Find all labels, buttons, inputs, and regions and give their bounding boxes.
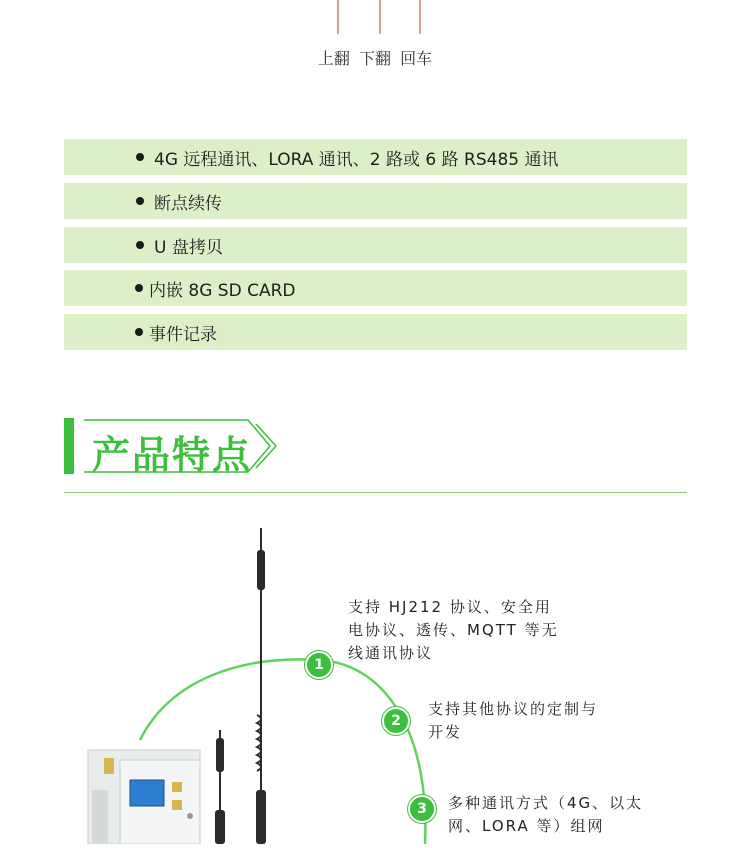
callout-1 — [348, 596, 559, 665]
feature-text: 4G 远程通讯、LORA 通讯、2 路或 6 路 RS485 通讯 — [154, 149, 559, 170]
section-title: 产品特点 — [92, 433, 253, 477]
callout-1-line-2: 电协议、透传、MQTT 等无 — [348, 621, 559, 639]
key-labels — [0, 46, 750, 69]
bullet-icon — [136, 153, 144, 161]
bullet-icon — [135, 328, 143, 336]
callout-1-line-1: 支持 HJ212 协议、安全用 — [348, 598, 552, 616]
callout-2-line-1: 支持其他协议的定制与 — [428, 700, 599, 718]
badge-1: 1 — [305, 651, 333, 679]
badge-2: 2 — [382, 707, 410, 735]
feature-item — [64, 227, 687, 263]
key-label-down: 下翻 — [358, 49, 391, 68]
badge-3: 3 — [408, 795, 436, 823]
feature-text: 内嵌 8G SD CARD — [149, 280, 296, 301]
product-illustration — [0, 510, 750, 844]
title-accent-bar — [64, 418, 74, 474]
key-label-up: 上翻 — [317, 49, 350, 68]
feature-text: 事件记录 — [149, 324, 217, 345]
section-divider — [64, 492, 687, 493]
bullet-icon — [136, 197, 144, 205]
feature-item — [64, 314, 687, 350]
callout-2 — [428, 698, 598, 744]
section-title-block — [64, 418, 284, 476]
bullet-icon — [136, 241, 144, 249]
key-indicator-lines — [0, 0, 750, 40]
callout-3-line-2: 网、LORA 等）组网 — [448, 817, 605, 835]
feature-item — [64, 139, 687, 175]
key-label-enter: 回车 — [400, 49, 433, 68]
callout-3-line-1: 多种通讯方式（4G、以太 — [448, 794, 644, 812]
bullet-icon — [135, 284, 143, 292]
callout-1-line-3: 线通讯协议 — [348, 644, 434, 662]
feature-item — [64, 270, 687, 306]
feature-text: U 盘拷贝 — [154, 237, 223, 258]
callout-3 — [448, 792, 643, 838]
callout-2-line-2: 开发 — [428, 723, 463, 741]
feature-text: 断点续传 — [154, 193, 222, 214]
feature-item — [64, 183, 687, 219]
